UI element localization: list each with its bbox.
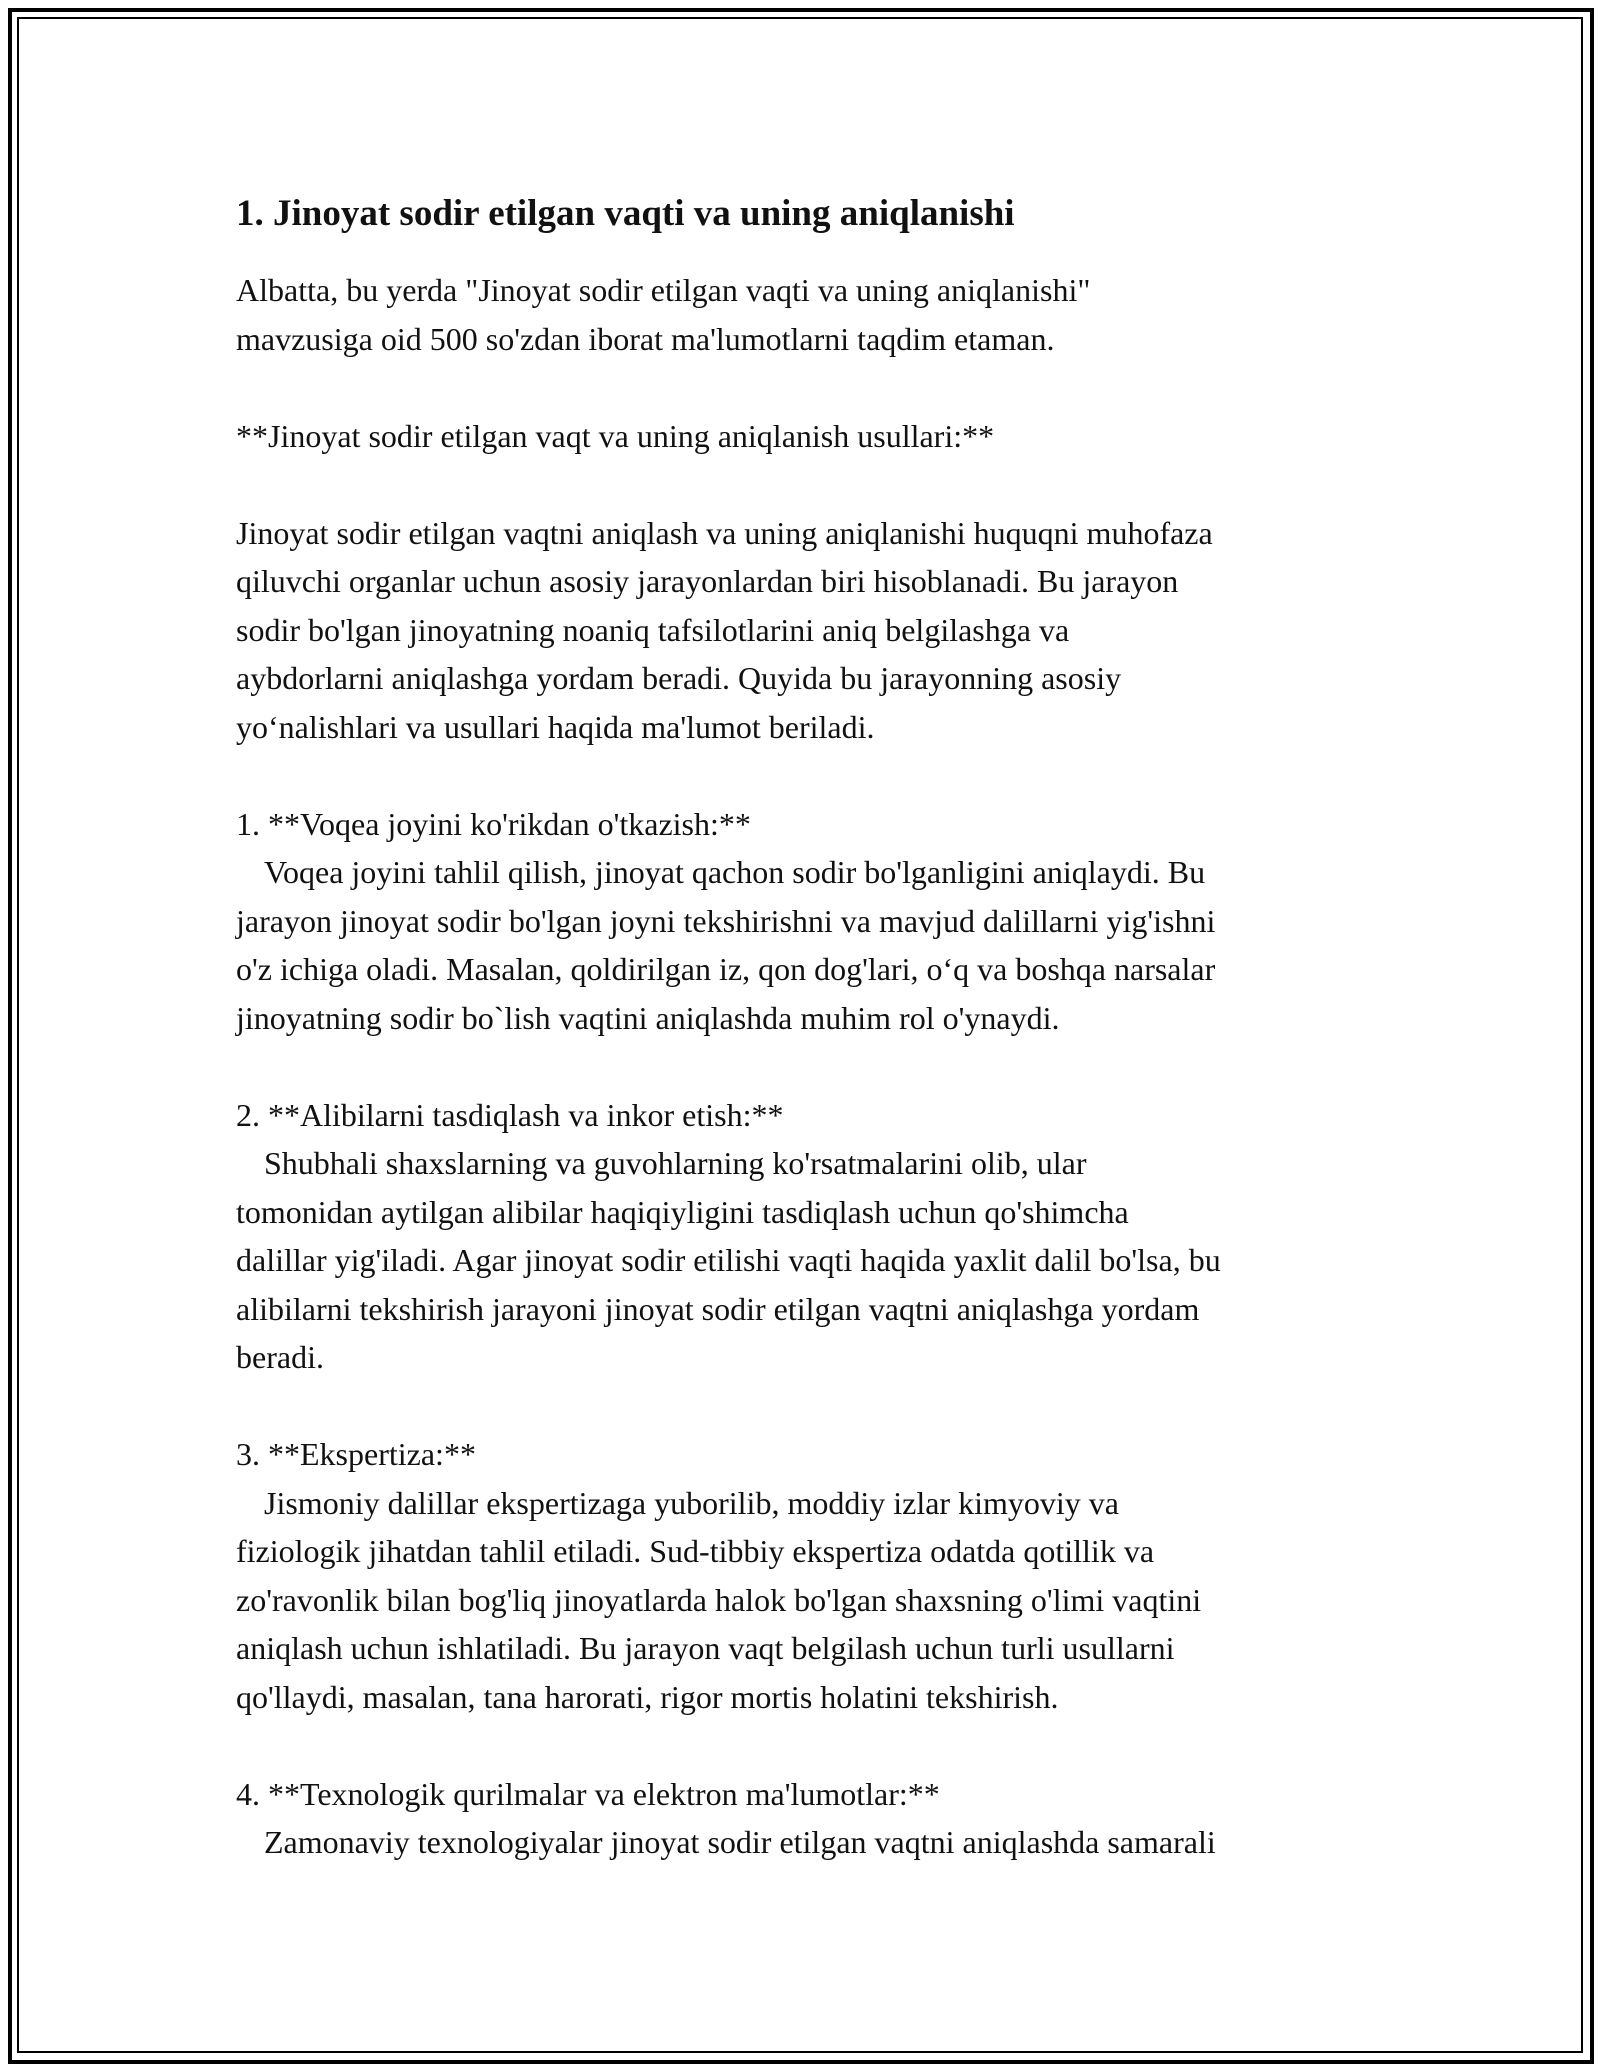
text-line: qiluvchi organlar uchun asosiy jarayonlardan biri hisoblanadi. Bu jarayon [236, 563, 1179, 599]
text-line: Shubhali shaxslarning va guvohlarning ko'rsatmalarini olib, ular [264, 1145, 1087, 1181]
paragraph-gap [236, 363, 1376, 412]
text-line: qo'llaydi, masalan, tana harorati, rigor mortis holatini tekshirish. [236, 1678, 1059, 1715]
list-item-title: 1. **Voqea joyini ko'rikdan o'tkazish:** [236, 805, 751, 842]
text-line: aybdorlarni aniqlashga yordam beradi. Quyida bu jarayonning asosiy [236, 660, 1122, 696]
overview-paragraph [236, 509, 1376, 752]
section-heading: 1. Jinoyat sodir etilgan vaqti va uning aniqlanishi [236, 193, 1015, 234]
list-item [236, 1430, 1376, 1721]
text-line: fiziologik jihatdan tahlil etiladi. Sud-tibbiy ekspertiza odatda qotillik va [236, 1533, 1155, 1569]
list-item [236, 1770, 1376, 1867]
paragraph-gap [236, 1042, 1376, 1091]
text-line: Albatta, bu yerda "Jinoyat sodir etilgan vaqti va uning aniqlanishi" [236, 272, 1091, 308]
text-line: dalillar yig'iladi. Agar jinoyat sodir etilishi vaqti haqida yaxlit dalil bo'lsa, bu [236, 1242, 1221, 1278]
text-line: beradi. [236, 1339, 324, 1375]
text-line: tomonidan aytilgan alibilar haqiqiyligini tasdiqlash uchun qo'shimcha [236, 1193, 1129, 1230]
paragraph-gap [236, 1382, 1376, 1431]
list-item-title: 3. **Ekspertiza:** [236, 1436, 476, 1472]
list-item [236, 800, 1376, 1043]
text-line: zo'ravonlik bilan bog'liq jinoyatlarda halok bo'lgan shaxsning o'limi vaqtini [236, 1581, 1202, 1618]
text-line: sodir bo'lgan jinoyatning noaniq tafsilotlarini aniq belgilashga va [236, 611, 1070, 648]
document-body [236, 186, 1376, 1867]
text-line: yo‘nalishlari va usullari haqida ma'lumot beriladi. [236, 708, 875, 745]
text-line: jinoyatning sodir bo`lish vaqtini aniqlashda muhim rol o'ynaydi. [236, 999, 1060, 1036]
text-line: alibilarni tekshirish jarayoni jinoyat sodir etilgan vaqtni aniqlashga yordam [236, 1290, 1200, 1327]
list-item [236, 1091, 1376, 1382]
text-line: aniqlash uchun ishlatiladi. Bu jarayon vaqt belgilash uchun turli usullarni [236, 1630, 1175, 1666]
paragraph-gap [236, 460, 1376, 509]
text-line: jarayon jinoyat sodir bo'lgan joyni tekshirishni va mavjud dalillarni yig'ishni [236, 902, 1216, 939]
list-item-title: 2. **Alibilarni tasdiqlash va inkor etish:** [236, 1096, 784, 1133]
text-line: Jinoyat sodir etilgan vaqtni aniqlash va uning aniqlanishi huquqni muhofaza [236, 514, 1213, 551]
text-line: mavzusiga oid 500 so'zdan iborat ma'lumotlarni taqdim etaman. [236, 320, 1055, 357]
subtitle-line: **Jinoyat sodir etilgan vaqt va uning aniqlanish usullari:** [236, 417, 995, 454]
intro-paragraph [236, 266, 1376, 363]
text-line: Voqea joyini tahlil qilish, jinoyat qachon sodir bo'lganligini aniqlaydi. Bu [264, 854, 1206, 890]
paragraph-gap [236, 1721, 1376, 1770]
paragraph-gap [236, 751, 1376, 800]
text-line: Jismoniy dalillar ekspertizaga yuborilib, moddiy izlar kimyoviy va [264, 1484, 1119, 1521]
text-line: Zamonaviy texnologiyalar jinoyat sodir etilgan vaqtni aniqlashda samarali [264, 1824, 1216, 1860]
text-line: o'z ichiga oladi. Masalan, qoldirilgan iz, qon dog'lari, o‘q va boshqa narsalar [236, 951, 1216, 987]
list-item-title: 4. **Texnologik qurilmalar va elektron ma'lumotlar:** [236, 1775, 940, 1812]
